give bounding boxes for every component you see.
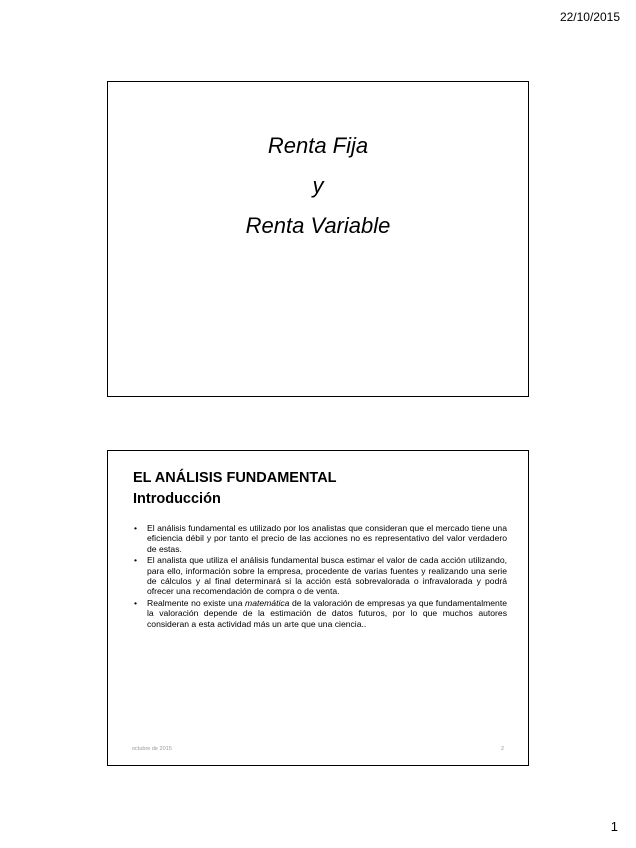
bullet-text-italic: matemática <box>245 597 290 608</box>
bullet-item <box>133 523 507 554</box>
page-number: 1 <box>610 819 618 834</box>
slide-heading-block <box>133 468 513 510</box>
bullet-list <box>133 523 507 630</box>
slide-title-block <box>108 126 528 246</box>
bullet-item <box>133 598 507 629</box>
bullet-text: El analista que utiliza el análisis fundamental busca estimar el valor de cada acción utilizando, para ello, información sobre la empresa, procedente de varias fuentes y realizando una serie de cálculos y al final determinará si la acción está sobrevalorada o infravalorada y podrá ofrecer una recomendación de compra o de venta. <box>147 555 507 597</box>
bullet-marker: • <box>134 597 138 608</box>
slide-subheading: Introducción <box>133 491 221 507</box>
title-line-3: Renta Variable <box>245 213 391 238</box>
bullet-marker: • <box>134 523 138 533</box>
title-line-1: Renta Fija <box>267 133 369 158</box>
slide-title <box>107 81 529 397</box>
slide-heading: EL ANÁLISIS FUNDAMENTAL <box>133 470 337 486</box>
bullet-item <box>133 555 507 597</box>
slide-analisis-fundamental <box>107 450 529 766</box>
page-date: 22/10/2015 <box>559 10 620 24</box>
bullet-marker: • <box>134 555 138 566</box>
bullet-text: El análisis fundamental es utilizado por los analistas que consideran que el mercado tiene una eficiencia débil y por tanto el precio de las acciones no es representativo del valor verdadero de estas. <box>147 523 507 554</box>
title-line-2: y <box>312 173 324 198</box>
slide-footer-number: 2 <box>500 746 504 752</box>
slide-footer-date: octubre de 2015 <box>132 746 172 752</box>
bullet-text-after: de la valoración de empresas ya que fundamentalmente la valoración depende de la estimación de datos futuros, por lo que muchos autores consideran a esta actividad más un arte que una ciencia.. <box>147 597 507 629</box>
bullet-text-before: Realmente no existe una <box>147 597 246 608</box>
